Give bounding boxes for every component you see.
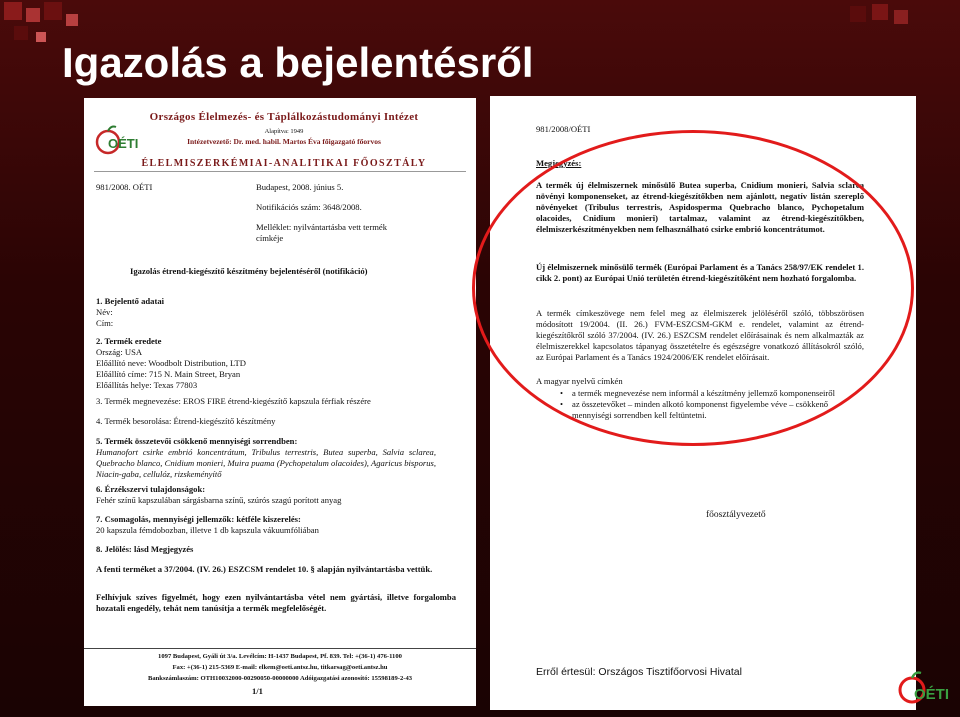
notified-party: Erről értesül: Országos Tisztifőorvosi Hivatal: [536, 666, 742, 678]
note-paragraph-4: A magyar nyelvű címkén: [536, 376, 623, 386]
decorative-squares-right: [850, 4, 960, 44]
producer-name: Előállító neve: Woodbolt Distribution, LTD: [96, 358, 246, 368]
warning-statement: Felhívjuk szíves figyelmét, hogy ezen nyilvántartásba vétel nem gyártási, illetve forgalomba hozatali engedély, tehát nem tanúsítja a termék megfelelőségét.: [96, 592, 456, 613]
section-6-title: 6. Érzékszervi tulajdonságok:: [96, 484, 206, 494]
corner-logo: [896, 668, 952, 712]
signature-title: főosztályvezető: [706, 510, 766, 520]
registration-statement: A fenti terméket a 37/2004. (IV. 26.) ESZCSM rendelet 10. § alapján nyilvántartásba vettük.: [96, 564, 433, 574]
slide-title: Igazolás a bejelentésről: [62, 39, 534, 86]
label-issue-text: az összetevőket – minden alkotó komponenst figyelembe véve – csökkenő mennyiségi sorrendben kell feltüntetni.: [572, 399, 829, 420]
section-5-title: 5. Termék összetevői csökkenő mennyiségi sorrendben:: [96, 436, 298, 446]
document-heading: Igazolás étrend-kiegészítő készítmény bejelentéséről (notifikáció): [130, 266, 368, 276]
header-divider: [94, 171, 466, 172]
notification-number: Notifikációs szám: 3648/2008.: [256, 202, 362, 212]
label-issue-text: a termék megnevezése nem informál a készítmény jellemző komponenseiről: [572, 388, 835, 398]
footer-line-1: 1097 Budapest, Gyáli út 3/a. Levélcím: H-1437 Budapest, Pf. 839. Tel: +(36-1) 476-1100: [158, 653, 402, 660]
footer-line-2: Fax: +(36-1) 215-5369 E-mail: elkem@oeti.antsz.hu, titkarsag@oeti.antsz.hu: [172, 664, 388, 671]
section-3-product-name: 3. Termék megnevezése: EROS FIRE étrend-kiegészítő kapszula férfiak részére: [96, 396, 371, 406]
sensory-properties: Fehér színű kapszulában sárgásbarna színű, szúrós szagú porított anyag: [96, 495, 342, 505]
founded-line: Alapítva: 1949: [264, 128, 304, 135]
remark-document: [490, 96, 916, 710]
institute-name: Országos Élelmezés- és Táplálkozástudományi Intézet: [149, 111, 419, 123]
note-title: Megjegyzés:: [536, 158, 582, 168]
note-paragraph-2: Új élelmiszernek minősülő termék (Európai Parlament és a Tanács 258/97/EK rendelet 1. cikk 2. pont) az Európai Unió területén étrend-kiegészítőként nem hozható forgalomba.: [536, 262, 864, 283]
producer-address: Előállító címe: 715 N. Main Street, Bryan: [96, 369, 241, 379]
section-4-classification: 4. Termék besorolása: Étrend-kiegészítő készítmény: [96, 416, 276, 426]
label-issue-item: [550, 388, 864, 399]
department-name: ÉLELMISZERKÉMIAI-ANALITIKAI FŐOSZTÁLY: [141, 158, 427, 169]
logo-text: OÉTI: [108, 136, 139, 151]
section-1-title: 1. Bejelentő adatai: [96, 296, 165, 306]
label-issue-item: [550, 399, 864, 421]
notifier-address: Cím:: [96, 318, 114, 328]
section-8-labelling: 8. Jelölés: lásd Megjegyzés: [96, 544, 194, 554]
footer-divider: [84, 648, 476, 649]
reference-number: 981/2008/OÉTI: [536, 124, 591, 134]
note-paragraph-1: A termék új élelmiszernek minősülő Butea superba, Cnidium monieri, Salvia sclarea növényi komponenseket, az étrend-kiegészítőkben nem ajánlott, negatív listán szereplő növényeket (Tribulus terrestris, Aspidosperma Quebracho blanco, Pychopetalum olacoides, Cnidium monieri) tartalmaz, valamint az étrend-kiegészítőkben, élelmiszerkészítményekben nem felhasználható csirke embrió koncentrátumot.: [536, 180, 864, 234]
section-7-title: 7. Csomagolás, mennyiségi jellemzők: kétféle kiszerelés:: [96, 514, 301, 524]
note-paragraph-3: A termék címkeszövege nem felel meg az élelmiszerek jelöléséről szóló, többszörösen módosított 19/2004. (II. 26.) FVM-ESZCSM-GKM e. rendelet, valamint az étrend-kiegészítőkről szóló 37/2004. (IV. 26.) ESZCSM rendelet előírásainak és nem alkalmazták az élelmiszerekkel kapcsolatos tápanyag összetételre és egészségre vonatkozó állításokról szóló, az Európai Parlament és a Tanács 1924/2006/EK rendelet előírásait.: [536, 308, 864, 362]
document-date: Budapest, 2008. június 5.: [256, 182, 344, 192]
reference-number: 981/2008. OÉTI: [96, 182, 153, 192]
packaging-details: 20 kapszula fémdobozban, illetve 1 db kapszula vákuumfóliában: [96, 525, 319, 535]
page-number: 1/1: [252, 686, 263, 696]
section-2-title: 2. Termék eredete: [96, 336, 162, 346]
corner-logo-text: OÉTI: [914, 686, 950, 703]
attachment-note: Melléklet: nyilvántartásba vett termék címkéje: [256, 222, 388, 243]
label-issues-list: [550, 388, 864, 421]
ingredients-list: Humanofort csirke embrió koncentrátum, Tribulus terrestris, Butea superba, Salvia sclarea, Quebracho blanco, Cnidium monieri, Muira puama (Pychopetalum olacoides), Agaricus bisporus, Niacin-gaba, cellulóz, rizskeményítő: [96, 447, 436, 479]
footer-line-3: Bankszámlaszám: OTH10032000-00290050-00000000 Adóigazgatási azonosító: 15598189-2-43: [147, 675, 413, 682]
production-place: Előállítás helye: Texas 77803: [96, 380, 198, 390]
origin-country: Ország: USA: [96, 347, 143, 357]
certificate-document: [84, 98, 476, 706]
director-line: Intézetvezető: Dr. med. habil. Martos Éva főigazgató főorvos: [187, 137, 381, 146]
notifier-name: Név:: [96, 307, 113, 317]
